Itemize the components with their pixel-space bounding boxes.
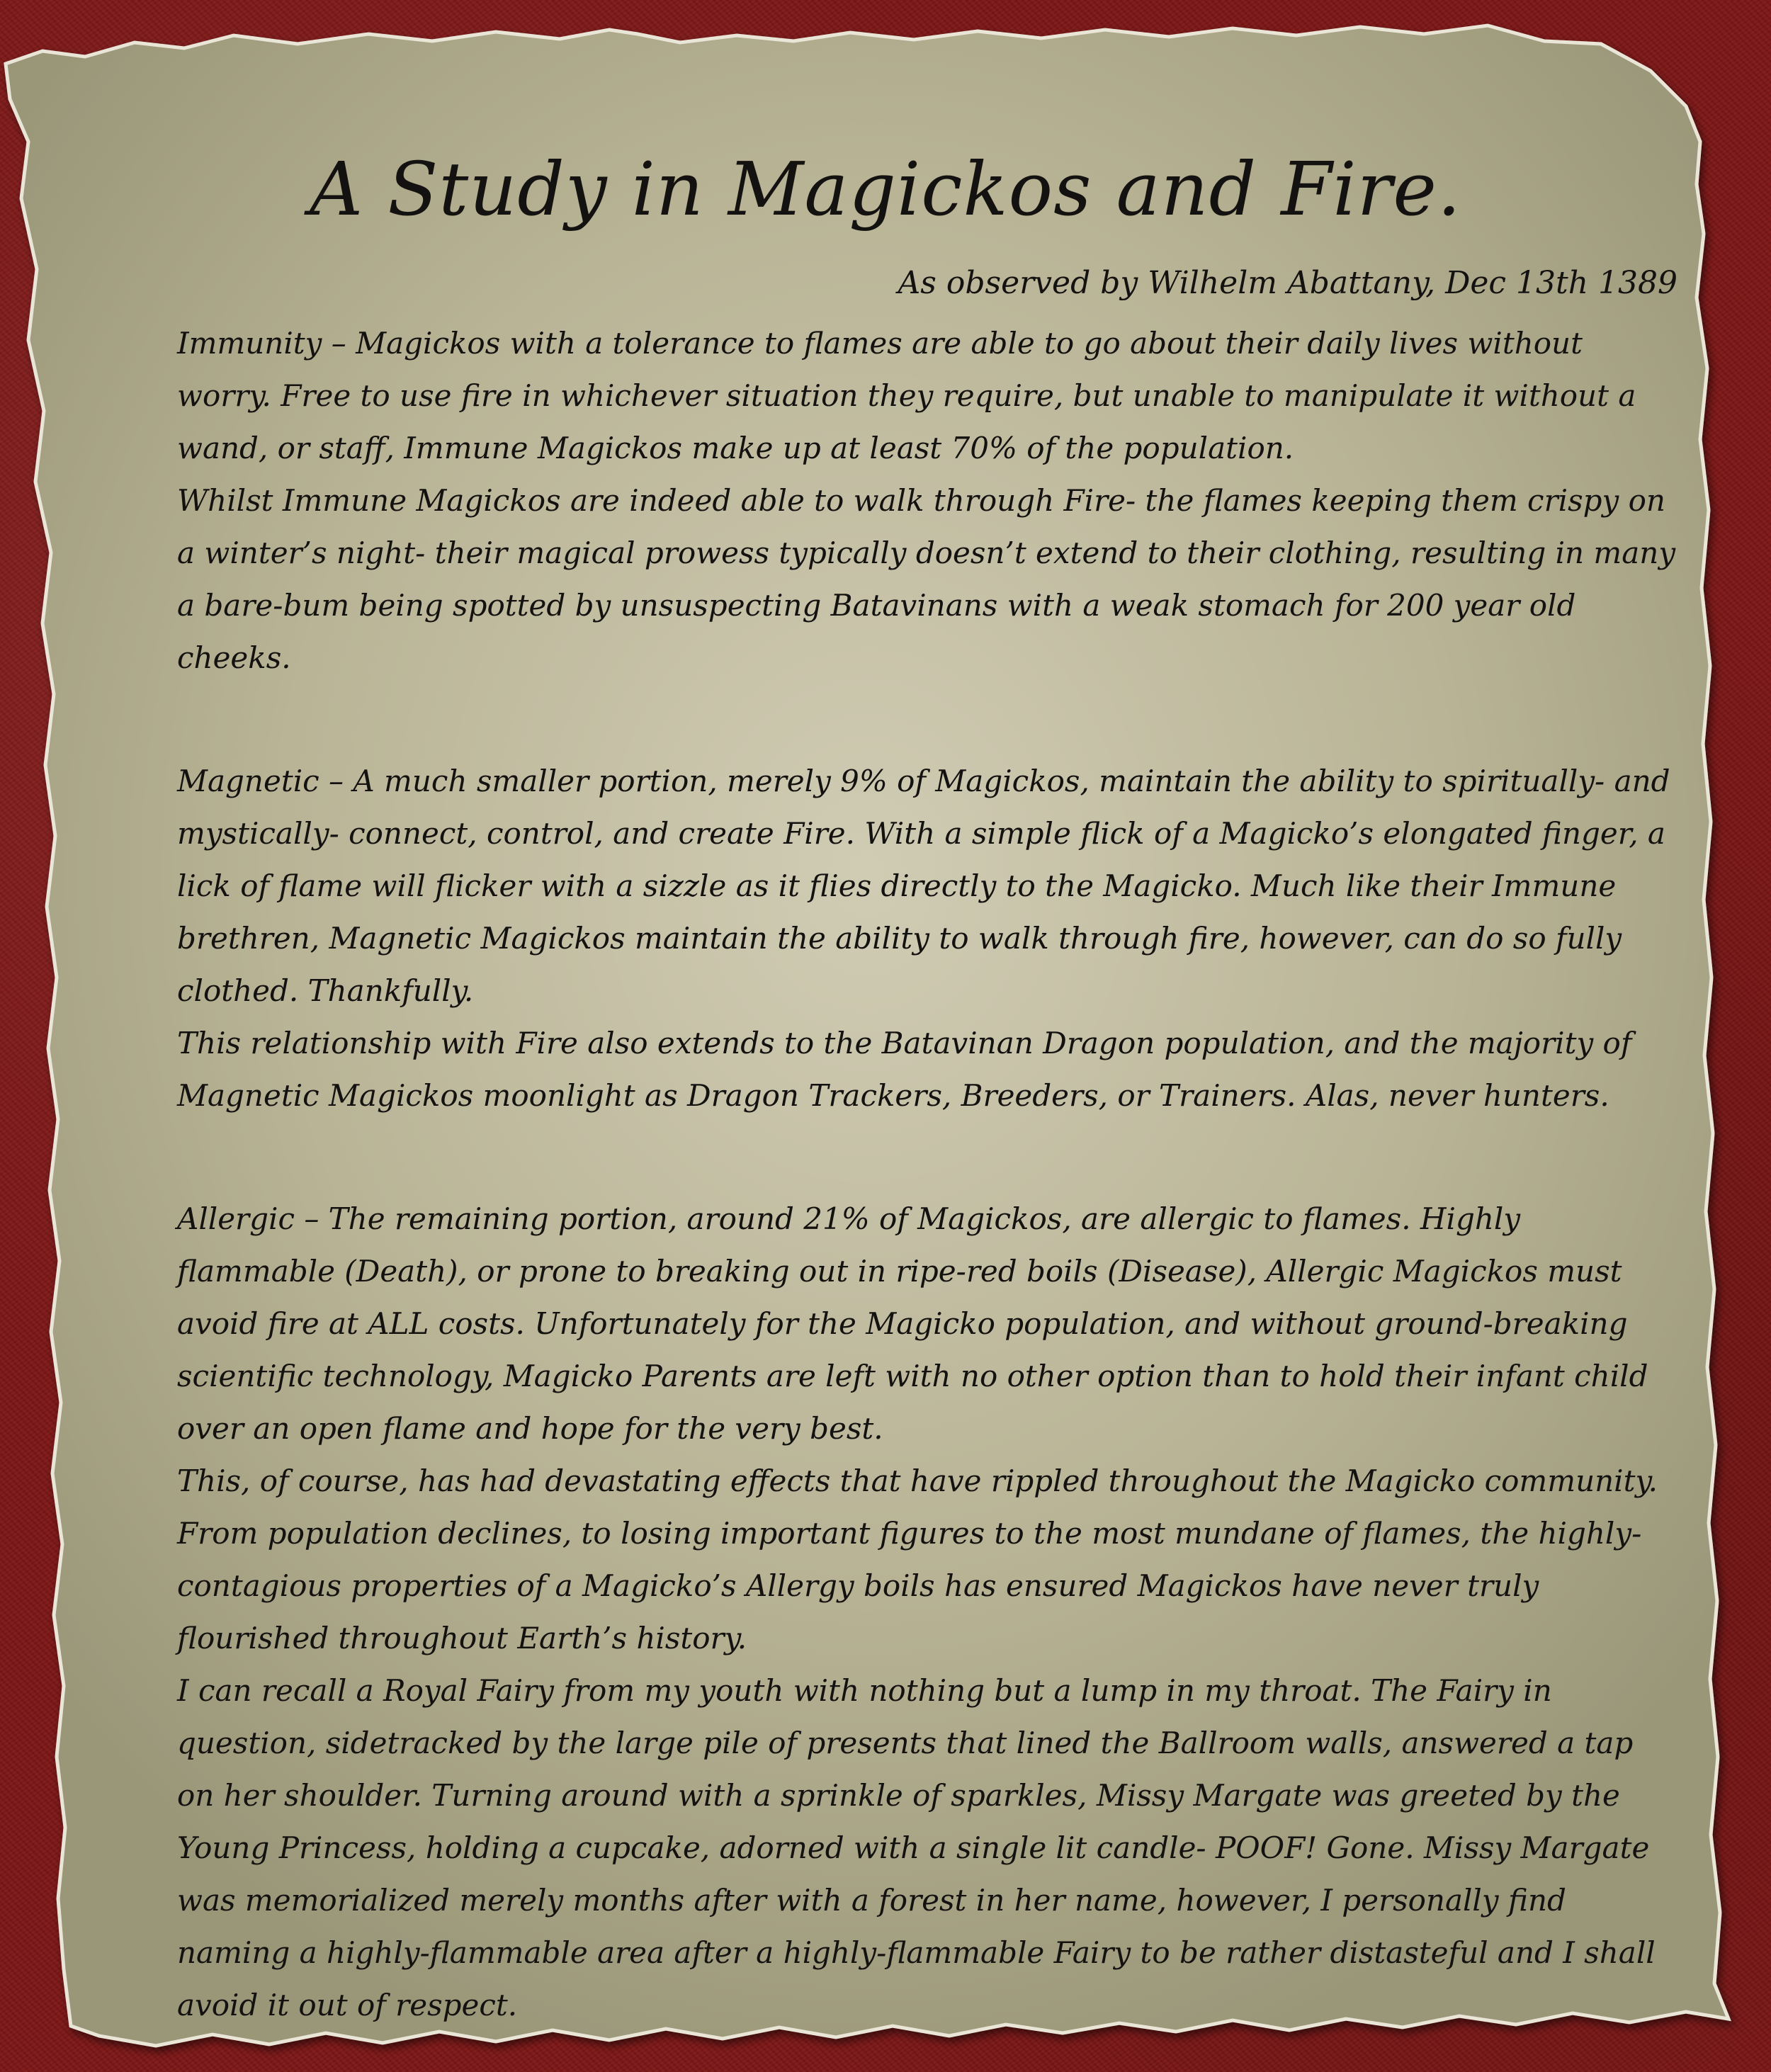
author-byline: As observed by Wilhelm Abattany, Dec 13th 1389: [898, 265, 1677, 301]
section-allergic: [177, 1193, 1679, 2032]
section-spacer: [177, 684, 1679, 755]
document-body: [177, 317, 1679, 2032]
document-title: A Study in Magickos and Fire.: [310, 146, 1461, 232]
paragraph-magnetic-2: This relationship with Fire also extends to the Batavinan Dragon population, and the majority of Magnetic Magickos moonlight as Dragon Trackers, Breeders, or Trainers. Alas, never hunters.: [177, 1026, 1632, 1113]
paragraph-allergic-2: This, of course, has had devastating effects that have rippled throughout the Magicko community. From population declines, to losing important figures to the most mundane of flames, the highly-contagious properties of a Magicko’s Allergy boils has ensured Magickos have never truly flourished throughout Earth’s history.: [177, 1464, 1658, 1655]
section-magnetic: [177, 755, 1679, 1122]
paragraph-allergic-3: I can recall a Royal Fairy from my youth with nothing but a lump in my throat. The Fairy in question, sidetracked by the large pile of presents that lined the Ballroom walls, answered a tap on her shoulder. Turning around with a sprinkle of sparkles, Missy Margate was greeted by the Young Princess, holding a cupcake, adorned with a single lit candle- POOF! Gone. Missy Margate was memorialized merely months after with a forest in her name, however, I personally find naming a highly-flammable area after a highly-flammable Fairy to be rather distasteful and I shall avoid it out of respect.: [177, 1673, 1656, 2022]
paragraph-magnetic-1: Magnetic – A much smaller portion, merely 9% of Magickos, maintain the ability to spiritually- and mystically- connect, control, and create Fire. With a simple flick of a Magicko’s elongated finger, a lick of flame will flicker with a sizzle as it flies directly to the Magicko. Much like their Immune brethren, Magnetic Magickos maintain the ability to walk through fire, however, can do so fully clothed. Thankfully.: [177, 764, 1670, 1008]
paragraph-immunity-2: Whilst Immune Magickos are indeed able to walk through Fire- the flames keeping them crispy on a winter’s night- their magical prowess typically doesn’t extend to their clothing, resulting in many a bare-bum being spotted by unsuspecting Batavinans with a weak stomach for 200 year old cheeks.: [177, 483, 1676, 675]
section-spacer: [177, 1122, 1679, 1193]
paragraph-immunity-1: Immunity – Magickos with a tolerance to flames are able to go about their daily lives without worry. Free to use fire in whichever situation they require, but unable to manipulate it without a wand, or staff, Immune Magickos make up at least 70% of the population.: [177, 326, 1636, 465]
paragraph-allergic-1: Allergic – The remaining portion, around 21% of Magickos, are allergic to flames. Highly flammable (Death), or prone to breaking out in ripe-red boils (Disease), Allergic Magickos must avoid fire at ALL costs. Unfortunately for the Magicko population, and without ground-breaking scientific technology, Magicko Parents are left with no other option than to hold their infant child over an open flame and hope for the very best.: [177, 1201, 1648, 1446]
section-immunity: [177, 317, 1679, 684]
